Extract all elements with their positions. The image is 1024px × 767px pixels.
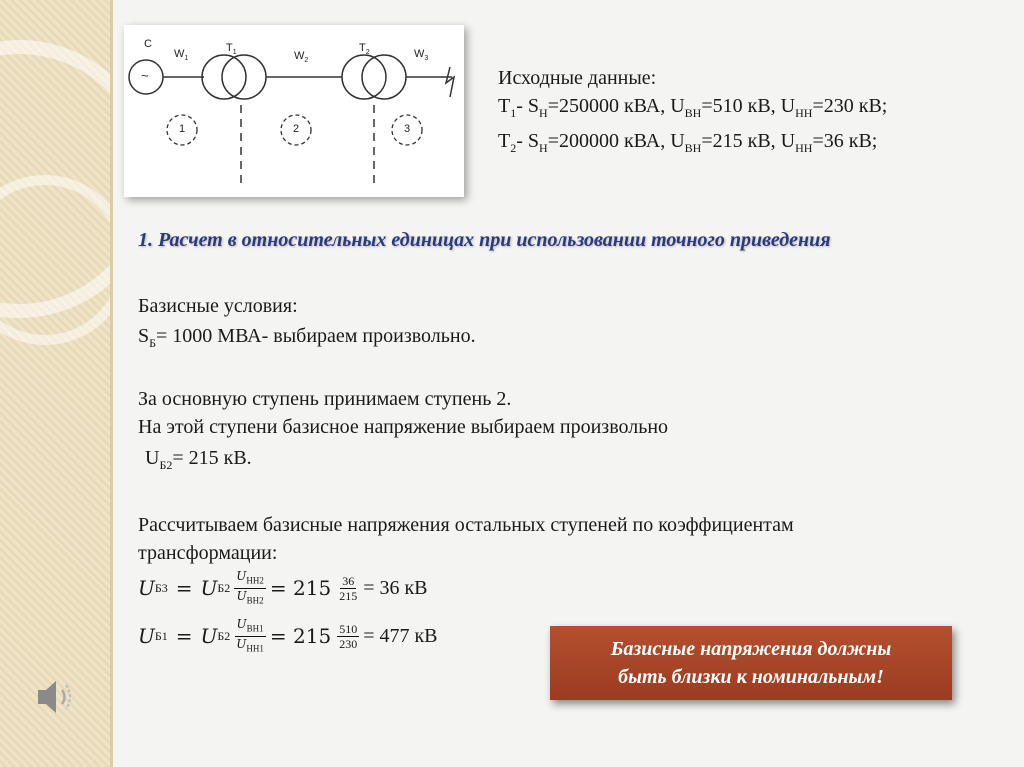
circuit-schematic (124, 25, 464, 197)
t1-winding-a (202, 55, 246, 99)
w1-label: $W_1$ (174, 48, 189, 63)
source-label: C (144, 38, 152, 50)
formula-result: = 36 кВ (363, 576, 428, 599)
fraction-numeric: $\frac{36}{215}$ (339, 573, 358, 603)
zone-1-label: 1 (179, 123, 186, 135)
t1-parameters: $T_1-$ $S_Н=250000$ кВА, $U_{ВН}=510$ кВ, $U_{НН}=230$ кВ; (498, 95, 888, 120)
formula-result: = 477 кВ (363, 624, 438, 647)
initial-data-title: Исходные данные: (498, 67, 657, 89)
t1-winding-b (222, 55, 266, 99)
t2-winding-b (362, 55, 406, 99)
calc-intro-line2: трансформации: (138, 542, 278, 564)
note-callout (550, 626, 952, 700)
formula-ub1: U Б1 = U Б2 $\frac{U_{ВН1}}{U_{НН1}}$ = 215 $\frac{510}{230}$ = 477 кВ (138, 617, 438, 653)
section-title: 1. Расчет в относительных единицах при использовании точного приведения (138, 229, 831, 251)
calc-intro-line1: Рассчитываем базисные напряжения остальных ступеней по коэффициентам (138, 514, 794, 536)
fraction-voltage-ratio: $\frac{U_{ВН1}}{U_{НН1}}$ (236, 617, 264, 653)
fraction-numeric: $\frac{510}{230}$ (339, 621, 358, 651)
note-line2: быть близки к номинальным! (618, 666, 884, 688)
zone-2-label: 2 (293, 123, 300, 135)
fault-icon (446, 67, 454, 97)
main-stage-line2: На этой ступени базисное напряжение выбираем произвольно (138, 416, 669, 438)
base-power-line: $S_Б= 1000$ МВА- выбираем произвольно. (138, 325, 476, 350)
t2-label: $T_2$ (359, 42, 370, 57)
w2-label: $W_2$ (294, 50, 309, 65)
speaker-icon[interactable] (32, 672, 82, 727)
base-conditions-heading: Базисные условия: (138, 295, 298, 317)
formula-ub3: U Б3 = U Б2 $\frac{U_{НН2}}{U_{ВН2}}$ = 215 $\frac{36}{215}$ = 36 кВ (138, 569, 428, 605)
t1-label: $T_1$ (226, 42, 237, 57)
t2-winding-a (342, 55, 386, 99)
fraction-voltage-ratio: $\frac{U_{НН2}}{U_{ВН2}}$ (236, 569, 264, 605)
initial-data-block (498, 64, 887, 162)
base-voltage-line: $U_{Б2}= 215$ кВ. (145, 447, 252, 472)
t2-parameters: $T_2-$ $S_Н=200000$ кВА, $U_{ВН}=215$ кВ, $U_{НН}=36$ кВ; (498, 130, 878, 155)
source-symbol: ~ (141, 68, 149, 83)
note-line1: Базисные напряжения должны (610, 638, 892, 660)
w3-label: $W_3$ (414, 48, 429, 63)
decorative-sidebar (0, 0, 112, 767)
main-stage-line1: За основную ступень принимаем ступень 2. (138, 388, 512, 410)
zone-3-label: 3 (404, 123, 411, 135)
